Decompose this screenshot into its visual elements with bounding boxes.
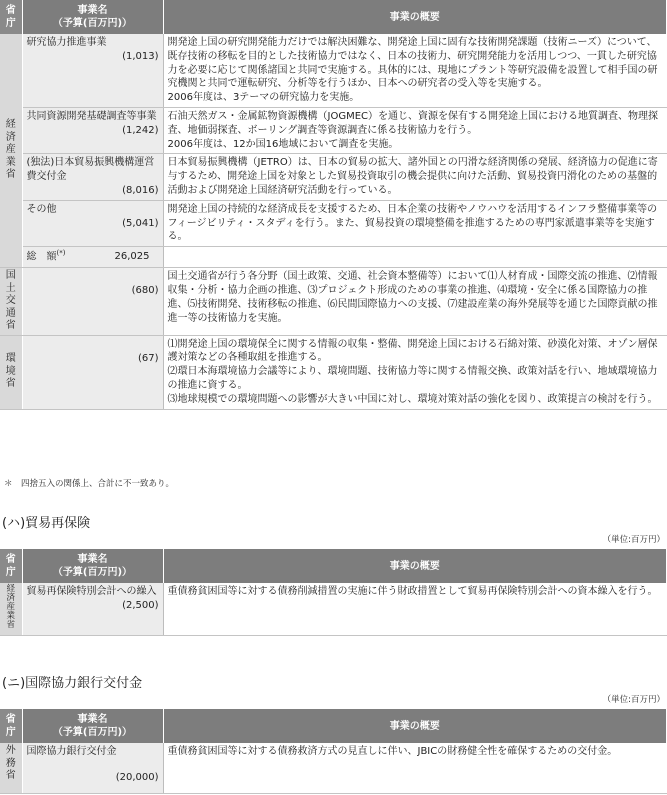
- project-budget: (8,016): [122, 184, 159, 196]
- project-budget: (680): [131, 285, 159, 297]
- header-summary: 事業の概要: [163, 0, 667, 34]
- section-title-jbic-grant: (ニ)国際協力銀行交付金: [2, 676, 143, 691]
- project-name-cell: [22, 154, 163, 200]
- section-title-trade-reinsurance: (ハ)貿易再保険: [2, 516, 91, 531]
- project-summary: 開発途上国の持続的な経済成長を支援するため、日本企業の技術やノウハウを活用するインフラ整備事業等のフィージビリティ・スタディを行う。また、貿易投資の環境整備を推進するための専門家派遣事業等を実施する。: [163, 200, 667, 246]
- table-header-row: [0, 549, 667, 583]
- table-row: [0, 268, 667, 336]
- total-value: 26,025: [114, 251, 150, 263]
- header-name: 事業名 （予算(百万円)）: [22, 549, 163, 583]
- header-name: 事業名 （予算(百万円)）: [22, 709, 163, 743]
- project-name-cell: [22, 268, 163, 336]
- header-summary: 事業の概要: [163, 709, 667, 743]
- project-summary: 石油天然ガス・金属鉱物資源機構（JOGMEC）を通じ、資源を保有する開発途上国における地質調査、物理探査、地価弱探査、ボーリング調査等資源調査に係る技術協力を行う。 2006年度は、12か国16地域において調査を実施。: [163, 107, 667, 153]
- total-note-mark: (*): [56, 249, 66, 258]
- table-row: [0, 154, 667, 200]
- total-label: 総 額: [26, 251, 57, 263]
- ministry-cell-meti: 経 済 産 業 省: [0, 34, 22, 268]
- header-ministry: 省 庁: [0, 549, 22, 583]
- project-budget: (20,000): [115, 771, 159, 783]
- table-header-row: [0, 709, 667, 743]
- project-summary: 日本貿易振興機構（JETRO）は、日本の貿易の拡大、諸外国との円滑な経済関係の発展、経済協力の促進に寄与するため、開発途上国を対象とした貿易投資取引の機会提供に向けた活動、貿易投資円滑化のための基盤的活動および開発途上国経済研究活動を行っている。: [163, 154, 667, 200]
- project-name: 研究協力推進事業: [26, 37, 107, 48]
- project-summary: 重債務貧困国等に対する債務救済方式の見直しに伴い、JBICの財務健全性を確保するための交付金。: [163, 743, 667, 793]
- jbic-grant-table: [0, 709, 667, 794]
- project-summary: 国土交通省が行う各分野（国土政策、交通、社会資本整備等）において⑴人材育成・国際交流の推進、⑵情報収集・分析・協力企画の推進、⑶プロジェクト形成のための事業の推進、⑷環境・安全に係る国際協力の推進、⑸技術開発、技術移転の推進、⑹民間国際協力への支援、⑺建設産業の海外発展等を通じた国際貢献の推進一等の技術協力を実施。: [163, 268, 667, 336]
- header-name: 事業名 （予算(百万円)）: [22, 0, 163, 34]
- project-budget: (67): [137, 352, 159, 364]
- project-budget: (2,500): [122, 599, 159, 611]
- project-name-cell: [22, 335, 163, 409]
- table-row: [0, 200, 667, 246]
- ministry-cell-mlit: 国 土 交 通 省: [0, 268, 22, 336]
- project-budget: (1,013): [122, 50, 159, 62]
- header-ministry: 省 庁: [0, 0, 22, 34]
- project-name: 共同資源開発基礎調査等事業: [26, 110, 157, 122]
- table-row: [0, 34, 667, 107]
- project-name-cell: [22, 200, 163, 246]
- total-cell: [22, 247, 163, 268]
- project-budget: (1,242): [122, 124, 159, 136]
- project-name: (独法)日本貿易振興機構運営費交付金: [26, 157, 155, 183]
- project-summary: ⑴開発途上国の環境保全に関する情報の収集・整備、開発途上国における石綿対策、砂漠化対策、オゾン層保護対策などの各種取組を推進する。 ⑵環日本海環境協力会議等により、環境問題、技術協力等に関する情報交換、政策対話を行い、地域環境協力の推進に資する。 ⑶地球規模での環境問題への影響が大きい中国に対し、環境対策対話の強化を図り、政策提言の検討を行う。: [163, 335, 667, 409]
- project-name: 貿易再保険特別会計への繰入: [26, 586, 157, 597]
- project-summary: 開発途上国の研究開発能力だけでは解決困難な、開発途上国に固有な技術開発課題（技術ニーズ）について、既存技術の移転を目的とした技術協力ではなく、日本の技術力、研究開発能力を活用しつつ、一貫した研究協力を必要に応じて関係諸国と共同で実施する。具体的には、現地にプラント等研究設備を設置して相手国の研究機関と共同で運転研究、分析等を行うほか、日本への研究者の受入等を実施する。 2006年度は、3テーマの研究協力を実施。: [163, 34, 667, 107]
- ministry-cell-mofa: 外 務 省: [0, 743, 22, 793]
- project-summary: 重債務貧困国等に対する債務削減措置の実施に伴う財政措置として貿易再保険特別会計への資本繰入を行う。: [163, 583, 667, 635]
- project-name-cell: [22, 743, 163, 793]
- project-name-cell: [22, 583, 163, 635]
- project-name: 国際協力銀行交付金: [26, 746, 117, 757]
- table-row: [0, 107, 667, 153]
- table-row: [0, 743, 667, 793]
- ministry-cell-env: 環 境 省: [0, 335, 22, 409]
- project-name-cell: [22, 34, 163, 107]
- header-summary: 事業の概要: [163, 549, 667, 583]
- header-ministry: 省 庁: [0, 709, 22, 743]
- ministry-cell-meti: 経 済 産 業 省: [0, 583, 22, 635]
- project-name: その他: [26, 203, 57, 215]
- table-row: [0, 583, 667, 635]
- unit-label: （単位:百万円）: [602, 695, 665, 705]
- project-name-cell: [22, 107, 163, 153]
- project-budget: (5,041): [122, 217, 159, 229]
- table-row: [0, 335, 667, 409]
- unit-label: （単位:百万円）: [602, 535, 665, 545]
- rounding-footnote: ＊ 四捨五入の関係上、合計に不一致あり。: [4, 479, 175, 489]
- trade-reinsurance-table: [0, 549, 667, 636]
- total-row: [0, 247, 667, 268]
- table-header-row: [0, 0, 667, 34]
- total-summary-empty: [163, 247, 667, 268]
